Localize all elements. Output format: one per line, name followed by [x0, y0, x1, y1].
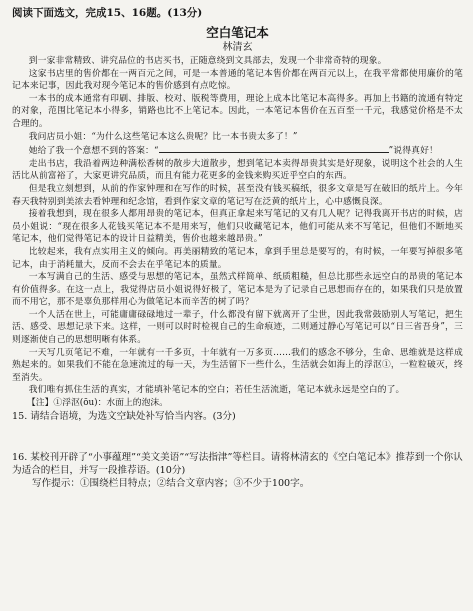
paragraph: 但是我立刻想到，从前的作家钟理和在写作的时候，甚至没有钱买稿纸，很多文章是写在破旧的纸片上。今年春天我特别到美浓去看钟理和纪念馆，看到作家文章的笔记写在泛黄的纸片上，心中感慨良深。 [12, 183, 463, 207]
paragraph: 我们唯有抓住生活的真实，才能填补笔记本的空白；若任生活流逝，笔记本就永远是空白的了。 [28, 385, 405, 396]
reading-instruction: 阅读下面选文，完成15、16题。(13分) [12, 7, 203, 19]
question-16: 16. 某校刊开辟了“小事蕴理”“美文美语”“写法指津”等栏目。请将林清玄的《空白笔记本》推荐到一个你认为适合的栏目，并写一段推荐语。(10分) [12, 451, 463, 476]
paragraph: 一天写几页笔记不难，一年就有一千多页，十年就有一万多页……我们的感念不够分，生命、思维就是这样成熟起来的。如果我们不能在急速流过的每一天，为生活留下一些什么，生活就会如海上的浮沤①，一粒粒破灭，终至消失。 [12, 347, 463, 383]
paragraph: 一本书的成本通常有印刷、排版、校对、版税等费用，理论上成本比笔记本高得多。再加上书籍的流通有特定的对象，范围比笔记本小得多，销路也比不上笔记本。因此，一本笔记本售价在五百至一千元，我感觉价格是不太合理的。 [12, 93, 463, 129]
answer-tail: ”说得真好！ [388, 146, 439, 157]
paragraph: 一个人活在世上，可能庸庸碌碌地过一辈子，什么都没有留下就离开了尘世，因此我常鼓励别人写笔记，把生活、感受、思想记录下来。这样，一则可以时时检视自己的生命痕迹，二则通过静心写笔记可以“日三省吾身”，三则逐渐使自己的思想明晰有体系。 [12, 309, 463, 346]
writing-hint: 写作提示：①围绕栏目特点；②结合文章内容；③不少于100字。 [32, 477, 310, 489]
answer-blank[interactable] [159, 143, 389, 153]
question-15: 15. 请结合语境，为选文空缺处补写恰当内容。(3分) [12, 410, 236, 422]
article-author: 林清玄 [222, 42, 253, 53]
paragraph: 走出书店，我沿着两边种满松香树的散步大道散步，想到笔记本卖得昂贵其实是好现象，说明这个社会的人生活比从前富裕了，大家更讲究品质，而且有能力花更多的金钱来购买近乎空白的东西。 [12, 158, 463, 182]
answer-lead: 她给了我一个意想不到的答案：“ [28, 146, 159, 157]
paragraph: 接着我想到，现在很多人都用昂贵的笔记本，但真正拿起来写笔记的又有几人呢？记得我离开书店的时候，店员小姐说：“现在很多人花钱买笔记本不是用来写，他们只收藏笔记本，他们可能从来不写笔记，但他们不断地买笔记本，他们觉得笔记本的设计日益精美，售价也越来越昂贵。” [12, 209, 463, 245]
paragraph: 到一家非常精致、讲究品位的书店买书，正随意绕到文具部去，发现一个非常奇特的现象。 [28, 56, 387, 66]
paragraph: 这家书店里的售价都在一两百元之间，可是一本普通的笔记本售价都在两百元以上，在我平常都使用廉价的笔记本来记事，因此我对现今笔记本的售价感到有点吃惊。 [12, 68, 463, 92]
answer-space [12, 423, 463, 451]
article-title: 空白笔记本 [206, 25, 269, 40]
paragraph: 我问店员小姐：“为什么这些笔记本这么贵呢？比一本书贵太多了！” [28, 131, 298, 142]
footnote: 【注】①浮沤(ōu)：水面上的泡沫。 [27, 398, 168, 409]
answer-blank-paragraph [12, 143, 463, 158]
paragraph: 比较起来，我有点实用主义的倾向。再美丽精致的笔记本，拿到手里总是要写的，有时候，一年要写掉很多笔记本，由于消耗量大，反而不会去在乎笔记本的质量。 [12, 246, 463, 270]
paragraph: 一本写满自己的生活、感受与思想的笔记本，虽然式样简单、纸质粗糙，但总比那些永远空白的昂贵的笔记本有价值得多。在这一点上，我觉得店员小姐说得好极了，笔记本是为了记录自己思想而存在的，如果我们只是放置而不用它，那不是辜负那样用心为做笔记本而辛苦的树了吗？ [12, 272, 463, 308]
